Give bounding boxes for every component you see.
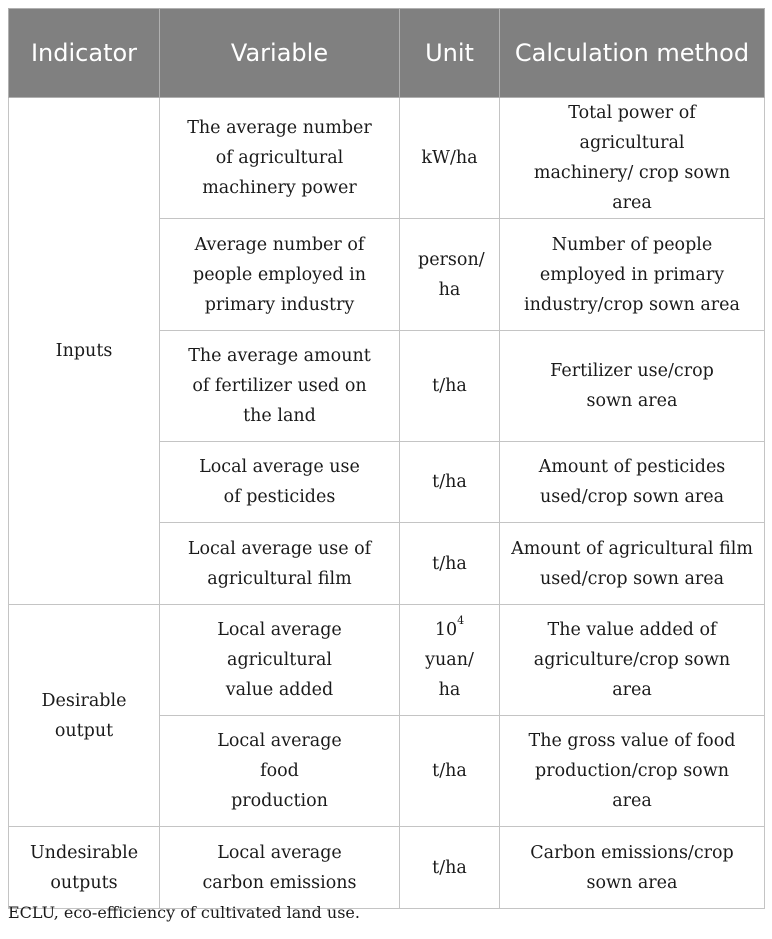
data-table-container [8,8,764,909]
table-footnote: ECLU, eco-efficiency of cultivated land use. [8,903,360,922]
unit-cell: t/ha [400,716,500,827]
table-row [9,98,765,219]
method-cell: Number of people employed in primary industry/crop sown area [500,219,765,331]
method-cell: Total power of agricultural machinery/ crop sown area [500,98,765,219]
method-cell: The gross value of food production/crop sown area [500,716,765,827]
unit-exponent: 4 [457,614,465,628]
variable-cell: Average number of people employed in primary industry [160,219,400,331]
unit-cell: t/ha [400,442,500,523]
table-header-row [9,9,765,98]
method-cell: Fertilizer use/crop sown area [500,331,765,442]
unit-rest: yuan/ ha [425,650,474,700]
indicator-cell-inputs: Inputs [9,98,160,605]
table-row [9,605,765,716]
header-indicator: Indicator [9,9,160,98]
unit-cell: t/ha [400,827,500,909]
variable-cell: The average amount of fertilizer used on the land [160,331,400,442]
unit-base: 10 [434,620,458,640]
variable-cell: Local average use of pesticides [160,442,400,523]
unit-cell: t/ha [400,523,500,605]
indicator-cell-undesirable-outputs: Undesirable outputs [9,827,160,909]
variable-cell: Local average agricultural value added [160,605,400,716]
variable-cell: Local average food production [160,716,400,827]
method-cell: The value added of agriculture/crop sown area [500,605,765,716]
header-variable: Variable [160,9,400,98]
header-unit: Unit [400,9,500,98]
unit-cell [400,605,500,716]
variable-cell: Local average carbon emissions [160,827,400,909]
variable-cell: Local average use of agricultural film [160,523,400,605]
header-calculation-method: Calculation method [500,9,765,98]
indicator-cell-desirable-output: Desirable output [9,605,160,827]
method-cell: Amount of agricultural film used/crop sown area [500,523,765,605]
method-cell: Amount of pesticides used/crop sown area [500,442,765,523]
table-row [9,827,765,909]
variable-cell: The average number of agricultural machinery power [160,98,400,219]
indicator-table [8,8,765,909]
unit-cell: kW/ha [400,98,500,219]
unit-cell: person/ ha [400,219,500,331]
unit-cell: t/ha [400,331,500,442]
method-cell: Carbon emissions/crop sown area [500,827,765,909]
